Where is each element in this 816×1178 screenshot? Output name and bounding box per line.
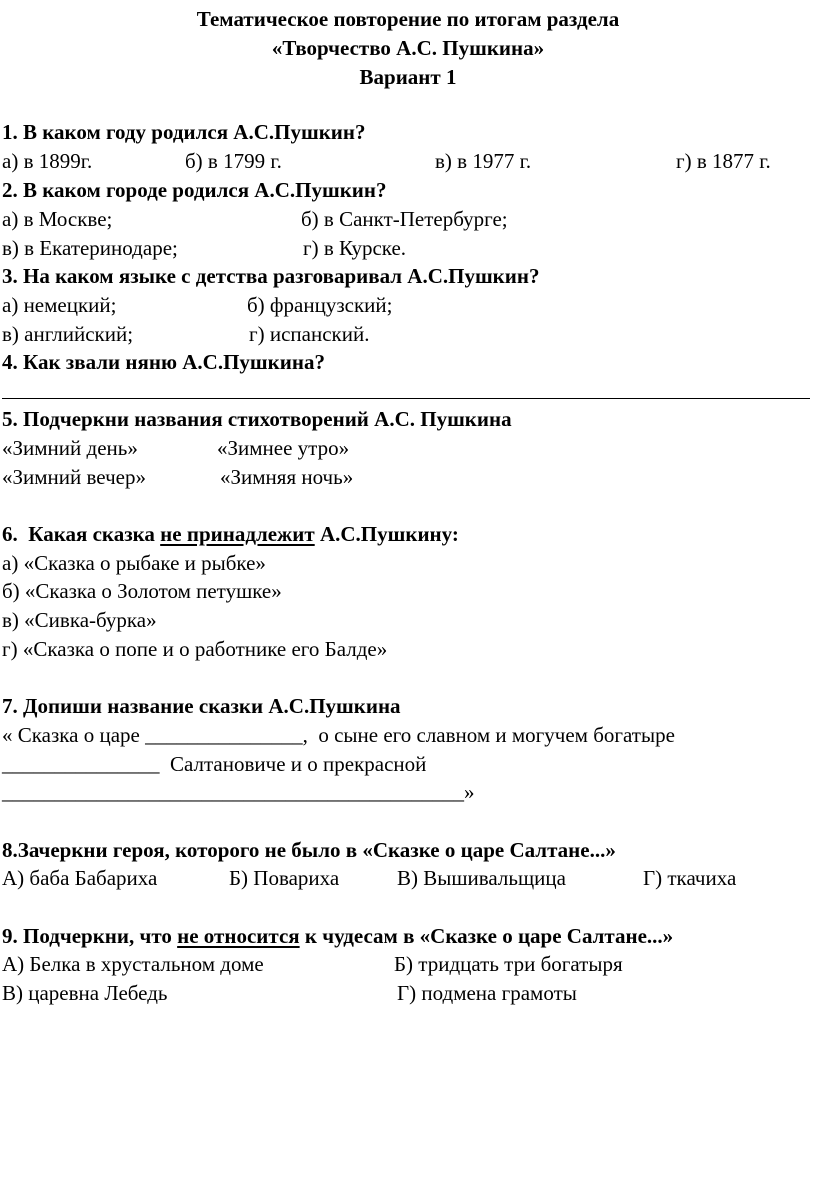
q1-option-d: г) в 1877 г.: [676, 149, 771, 173]
q6-option-d: г) «Сказка о попе и о работнике его Балде»: [2, 637, 388, 661]
question-1-title: 1. В каком году родился А.С.Пушкин?: [2, 120, 366, 144]
q6-option-b: б) «Сказка о Золотом петушке»: [2, 579, 282, 603]
q5-poem-b[interactable]: «Зимнее утро»: [217, 436, 350, 460]
question-9-title: [2, 926, 673, 947]
q2-option-d: г) в Курске.: [303, 236, 407, 260]
q9-suffix: к чудесам в «Сказке о царе Салтане...»: [299, 924, 674, 948]
q8-option-a[interactable]: А) баба Бабариха: [2, 866, 158, 890]
q6-emphasis: не принадлежит: [160, 522, 315, 546]
q9-option-d[interactable]: Г) подмена грамоты: [397, 981, 577, 1005]
question-4-title: 4. Как звали няню А.С.Пушкина?: [2, 350, 325, 374]
question-7-title: 7. Допиши название сказки А.С.Пушкина: [2, 694, 401, 718]
q5-poem-a[interactable]: «Зимний день»: [2, 436, 138, 460]
q6-option-c: в) «Сивка-бурка»: [2, 608, 157, 632]
q8-option-b[interactable]: Б) Повариха: [229, 866, 340, 890]
q9-option-b[interactable]: Б) тридцать три богатыря: [394, 952, 623, 976]
q7-fill-line-1[interactable]: « Сказка о царе _______________, о сыне его славном и могучем богатыре: [2, 723, 675, 747]
q5-poem-c[interactable]: «Зимний вечер»: [2, 465, 146, 489]
q3-option-c: в) английский;: [2, 322, 134, 346]
q2-option-b: б) в Санкт-Петербурге;: [301, 207, 508, 231]
q9-option-c[interactable]: В) царевна Лебедь: [2, 981, 168, 1005]
question-8-title: 8.Зачеркни героя, которого не было в «Сказке о царе Салтане...»: [2, 838, 616, 862]
q2-option-a: а) в Москве;: [2, 207, 113, 231]
answer-line[interactable]: [2, 398, 810, 399]
q7-fill-line-2[interactable]: _______________ Салтановиче и о прекрасной: [2, 752, 427, 776]
q1-option-b: б) в 1799 г.: [185, 149, 282, 173]
q1-option-a: а) в 1899г.: [2, 149, 93, 173]
q9-option-a[interactable]: А) Белка в хрустальном доме: [2, 952, 264, 976]
q6-option-a: а) «Сказка о рыбаке и рыбке»: [2, 551, 266, 575]
header-title: Тематическое повторение по итогам раздела: [196, 7, 620, 31]
header-variant: Вариант 1: [359, 65, 457, 89]
q6-prefix: 6. Какая сказка: [2, 522, 161, 546]
question-3-title: 3. На каком языке с детства разговаривал А.С.Пушкин?: [2, 264, 540, 288]
header-subtitle: «Творчество А.С. Пушкина»: [271, 36, 545, 60]
question-5-title: 5. Подчеркни названия стихотворений А.С. Пушкина: [2, 407, 512, 431]
question-2-title: 2. В каком городе родился А.С.Пушкин?: [2, 178, 387, 202]
q5-poem-d[interactable]: «Зимняя ночь»: [220, 465, 354, 489]
q8-option-c[interactable]: В) Вышивальщица: [397, 866, 566, 890]
q2-option-c: в) в Екатеринодаре;: [2, 236, 178, 260]
q6-suffix: А.С.Пушкину:: [314, 522, 459, 546]
q3-option-d: г) испанский.: [249, 322, 370, 346]
q7-fill-line-3[interactable]: ____________________________________________»: [2, 780, 475, 804]
q9-emphasis: не относится: [177, 924, 300, 948]
q3-option-b: б) французский;: [247, 293, 393, 317]
q9-prefix: 9. Подчеркни, что: [2, 924, 178, 948]
q3-option-a: а) немецкий;: [2, 293, 117, 317]
question-6-title: [2, 524, 459, 545]
q8-option-d[interactable]: Г) ткачиха: [643, 866, 737, 890]
q1-option-c: в) в 1977 г.: [435, 149, 532, 173]
